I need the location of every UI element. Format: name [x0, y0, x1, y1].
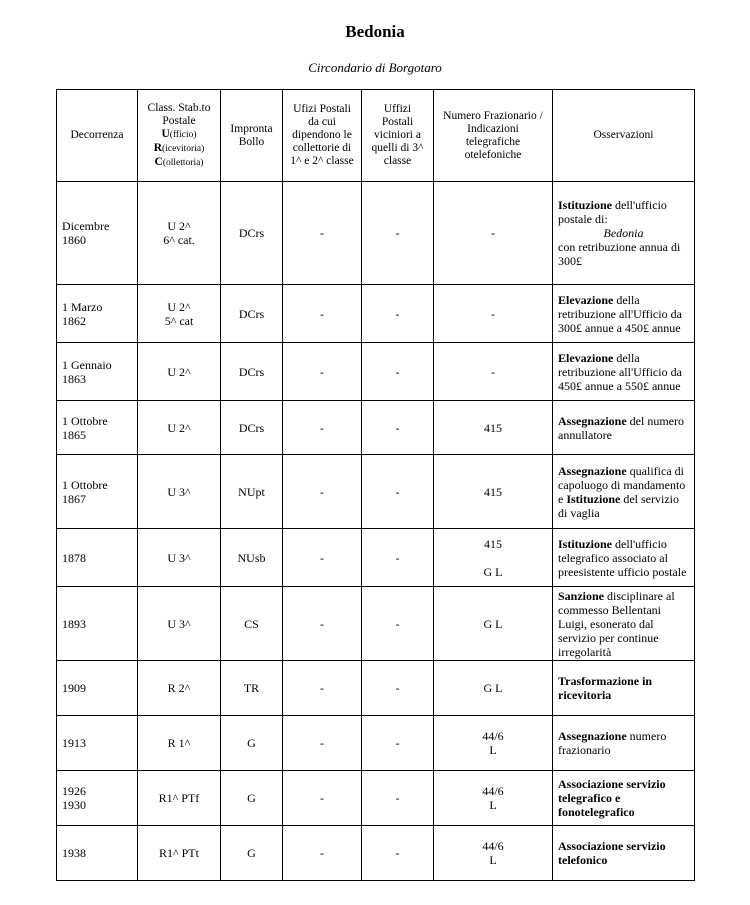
cell-classe: U 3^: [138, 455, 221, 529]
obs-text: del numero annullatore: [558, 413, 684, 442]
cell-ufizi: -: [283, 826, 362, 881]
obs-text: della retribuzione all'Ufficio da 450£ annue a 550£ annue: [558, 350, 682, 393]
cell-uffizi: -: [362, 587, 434, 661]
cell-osservazioni: [553, 343, 695, 401]
obs-text: dell'ufficio telegrafico associato al preesistente ufficio postale: [558, 536, 687, 579]
cell-numero: 415 G L: [434, 529, 553, 587]
register-table: [56, 89, 695, 881]
cell-numero: 415: [434, 455, 553, 529]
cell-bollo: NUsb: [221, 529, 283, 587]
header-class-u-rest: (fficio): [169, 129, 197, 140]
table-row: [57, 401, 695, 455]
obs-text: della retribuzione all'Ufficio da 300£ annue a 450£ annue: [558, 292, 682, 335]
cell-numero: 44/6 L: [434, 771, 553, 826]
header-osservazioni: Osservazioni: [553, 90, 695, 182]
cell-bollo: DCrs: [221, 343, 283, 401]
table-row: [57, 182, 695, 285]
cell-classe: U 2^ 6^ cat.: [138, 182, 221, 285]
obs-bold: Elevazione: [558, 292, 614, 307]
header-impronta: Impronta Bollo: [221, 90, 283, 182]
table-row: [57, 826, 695, 881]
cell-decorrenza: 1893: [57, 587, 138, 661]
cell-osservazioni: [553, 771, 695, 826]
header-row: [57, 90, 695, 182]
cell-osservazioni: [553, 529, 695, 587]
page-title: Bedonia: [345, 22, 405, 41]
cell-classe: R 1^: [138, 716, 221, 771]
obs-text: numero frazionario: [558, 729, 667, 757]
cell-numero: -: [434, 285, 553, 343]
table-row: [57, 285, 695, 343]
cell-decorrenza: Dicembre 1860: [57, 182, 138, 285]
cell-ufizi: -: [283, 771, 362, 826]
cell-bollo: G: [221, 771, 283, 826]
table-row: [57, 716, 695, 771]
table-row: [57, 661, 695, 716]
cell-decorrenza: 1 Marzo 1862: [57, 285, 138, 343]
cell-classe: R1^ PTt: [138, 826, 221, 881]
obs-bold: Istituzione: [558, 198, 612, 212]
cell-osservazioni: [553, 285, 695, 343]
cell-osservazioni: [553, 182, 695, 285]
cell-uffizi: -: [362, 401, 434, 455]
cell-decorrenza: 1878: [57, 529, 138, 587]
table-row: [57, 455, 695, 529]
table-row: [57, 587, 695, 661]
cell-decorrenza: 1 Ottobre 1865: [57, 401, 138, 455]
obs-bold: Elevazione: [558, 350, 614, 365]
cell-osservazioni: [553, 716, 695, 771]
cell-osservazioni: [553, 401, 695, 455]
obs-bold: Sanzione: [558, 588, 605, 603]
header-decorrenza: Decorrenza: [57, 90, 138, 182]
header-class-line-1: Class. Stab.to: [147, 101, 211, 114]
cell-numero: -: [434, 182, 553, 285]
header-class-c-rest: (ollettoria): [162, 157, 204, 168]
header-class-c-letter: C: [154, 155, 163, 168]
obs-text: dell'ufficio postale di:: [558, 198, 667, 226]
cell-numero: -: [434, 343, 553, 401]
header-class: [138, 90, 221, 182]
obs-bold: Associazione servizio telefonico: [558, 839, 666, 867]
cell-ufizi: -: [283, 182, 362, 285]
cell-bollo: NUpt: [221, 455, 283, 529]
cell-classe: U 3^: [138, 529, 221, 587]
cell-ufizi: -: [283, 716, 362, 771]
cell-numero: 44/6 L: [434, 716, 553, 771]
header-uffizi: Uffizi Postali viciniori a quelli di 3^ classe: [362, 90, 434, 182]
cell-ufizi: -: [283, 661, 362, 716]
obs-bold-2: Istituzione: [566, 491, 621, 506]
cell-ufizi: -: [283, 455, 362, 529]
cell-classe: U 2^: [138, 343, 221, 401]
obs-italic: Bedonia: [603, 226, 644, 240]
cell-classe: U 2^: [138, 401, 221, 455]
cell-ufizi: -: [283, 285, 362, 343]
cell-numero: 44/6 L: [434, 826, 553, 881]
obs-bold: Assegnazione: [558, 413, 627, 428]
table-row: [57, 529, 695, 587]
obs-text: disciplinare al commesso Bellentani Luigi, esonerato dal servizio per continue irregolarità: [558, 588, 675, 659]
cell-ufizi: -: [283, 529, 362, 587]
cell-bollo: G: [221, 826, 283, 881]
cell-uffizi: -: [362, 455, 434, 529]
cell-numero: 415: [434, 401, 553, 455]
cell-bollo: DCrs: [221, 285, 283, 343]
cell-osservazioni: [553, 455, 695, 529]
cell-classe: U 3^: [138, 587, 221, 661]
header-numero: Numero Frazionario / Indicazioni telegrafiche otelefoniche: [434, 90, 553, 182]
cell-uffizi: -: [362, 529, 434, 587]
cell-osservazioni: [553, 587, 695, 661]
cell-decorrenza: 1926 1930: [57, 771, 138, 826]
header-class-line-2: Postale: [162, 114, 196, 127]
cell-uffizi: -: [362, 343, 434, 401]
cell-ufizi: -: [283, 587, 362, 661]
cell-decorrenza: 1 Gennaio 1863: [57, 343, 138, 401]
cell-ufizi: -: [283, 401, 362, 455]
cell-ufizi: -: [283, 343, 362, 401]
obs-bold: Trasformazione in ricevitoria: [558, 674, 653, 702]
cell-numero: G L: [434, 587, 553, 661]
cell-uffizi: -: [362, 661, 434, 716]
cell-osservazioni: [553, 661, 695, 716]
obs-bold: Associazione servizio telegrafico e fonotelegrafico: [558, 777, 666, 819]
cell-classe: U 2^ 5^ cat: [138, 285, 221, 343]
cell-bollo: DCrs: [221, 401, 283, 455]
cell-uffizi: -: [362, 285, 434, 343]
obs-tail: con retribuzione annua di 300£: [558, 240, 681, 268]
cell-decorrenza: 1909: [57, 661, 138, 716]
cell-uffizi: -: [362, 771, 434, 826]
cell-uffizi: -: [362, 716, 434, 771]
cell-bollo: CS: [221, 587, 283, 661]
obs-bold: Assegnazione: [558, 729, 627, 743]
header-class-r-letter: R: [153, 141, 163, 154]
cell-uffizi: -: [362, 826, 434, 881]
header-class-r-rest: (icevitoria): [162, 143, 205, 154]
obs-bold: Istituzione: [558, 536, 612, 551]
cell-bollo: DCrs: [221, 182, 283, 285]
obs-text-2: del servizio di vaglia: [558, 491, 679, 520]
cell-decorrenza: 1 Ottobre 1867: [57, 455, 138, 529]
cell-bollo: G: [221, 716, 283, 771]
cell-numero: G L: [434, 661, 553, 716]
cell-decorrenza: 1938: [57, 826, 138, 881]
cell-bollo: TR: [221, 661, 283, 716]
cell-uffizi: -: [362, 182, 434, 285]
cell-osservazioni: [553, 826, 695, 881]
header-ufizi: Ufizi Postali da cui dipendono le collettorie di 1^ e 2^ classe: [283, 90, 362, 182]
cell-classe: R1^ PTf: [138, 771, 221, 826]
cell-decorrenza: 1913: [57, 716, 138, 771]
obs-bold: Assegnazione: [558, 463, 627, 478]
table-row: [57, 771, 695, 826]
header-class-u-letter: U: [161, 127, 170, 140]
obs-text: qualifica di capoluogo di mandamento e: [558, 463, 686, 506]
table-row: [57, 343, 695, 401]
page-subtitle: Circondario di Borgotaro: [308, 60, 442, 75]
cell-classe: R 2^: [138, 661, 221, 716]
